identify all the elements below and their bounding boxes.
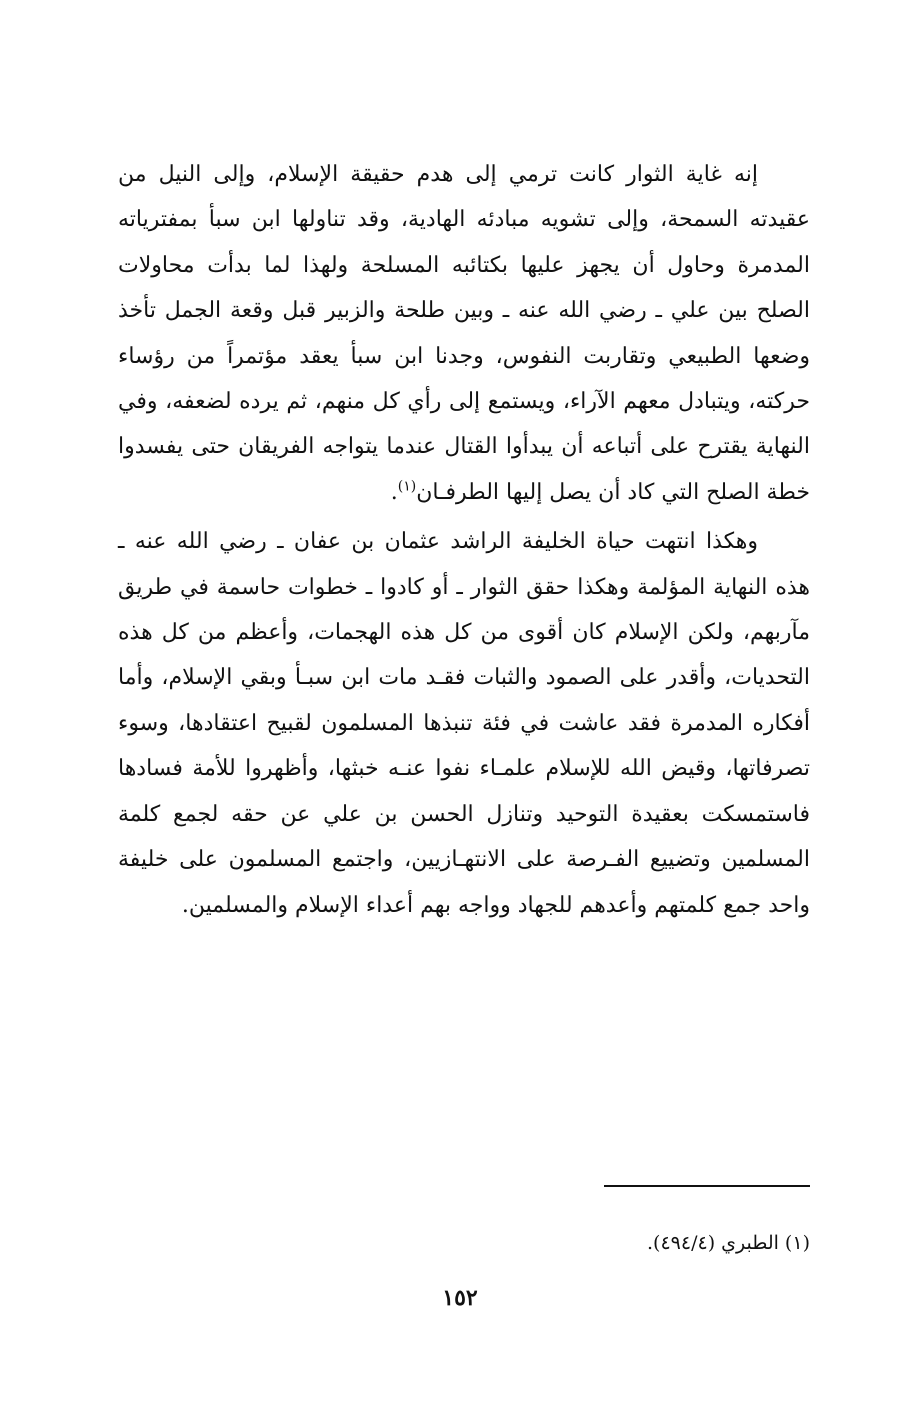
footnote-separator (604, 1185, 810, 1187)
page-number: ١٥٢ (442, 1285, 478, 1311)
footnote: (١) الطبري (٤٩٤/٤). (647, 1232, 810, 1254)
paragraph-1-text: إنه غاية الثوار كانت ترمي إلى هدم حقيقة الإسلام، وإلى النيل من عقيدته السمحة، وإلى تشويه مبادئه الهادية، وقد تناولها ابن سبأ بمفترياته المدمرة وحاول أن يجهز عليها بكتائبه المسلحة ولهذا لما بدأت محاولات الصلح بين علي ـ رضي الله عنه ـ وبين طلحة والزبير قبل وقعة الجمل تأخذ وضعها الطبيعي وتقاربت النفوس، وجدنا ابن سبأ يعقد مؤتمراً من رؤساء حركته، ويتبادل معهم الآراء، ويستمع إلى رأي كل منهم، ثم يرده لضعفه، وفي النهاية يقترح على أتباعه أن يبدأوا القتال عندما يتواجه الفريقان حتى يفسدوا خطة الصلح التي كاد أن يصل إليها الطرفـان (118, 162, 810, 505)
paragraph-2: وهكذا انتهت حياة الخليفة الراشد عثمان بن عفان ـ رضي الله عنه ـ هذه النهاية المؤلمة وهكذا حقق الثوار ـ أو كادوا ـ خطوات حاسمة في طريق مآربهم، ولكن الإسلام كان أقوى من كل هذه الهجمات، وأعظم من كل هذه التحديات، وأقدر على الصمود والثبات فقـد مات ابن سبـأ وبقي الإسلام، وأما أفكاره المدمرة فقد عاشت في فئة تنبذها المسلمون لقبيح اعتقادها، وسوء تصرفاتها، وقيض الله للإسلام علمـاء نفوا عنـه خبثها، وأظهروا للأمة فسادها فاستمسكت بعقيدة التوحيد وتنازل الحسن بن علي عن حقه لجمع كلمة المسلمين وتضييع الفـرصة على الانتهـازيين، واجتمع المسلمون على خليفة واحد جمع كلمتهم وأعدهم للجهاد وواجه بهم أعداء الإسلام والمسلمين. (118, 529, 810, 918)
footnote-reference: (١) (397, 478, 417, 495)
paragraph-1 (118, 152, 810, 515)
main-text (118, 152, 810, 928)
paragraph-1-ending: . (390, 479, 398, 505)
